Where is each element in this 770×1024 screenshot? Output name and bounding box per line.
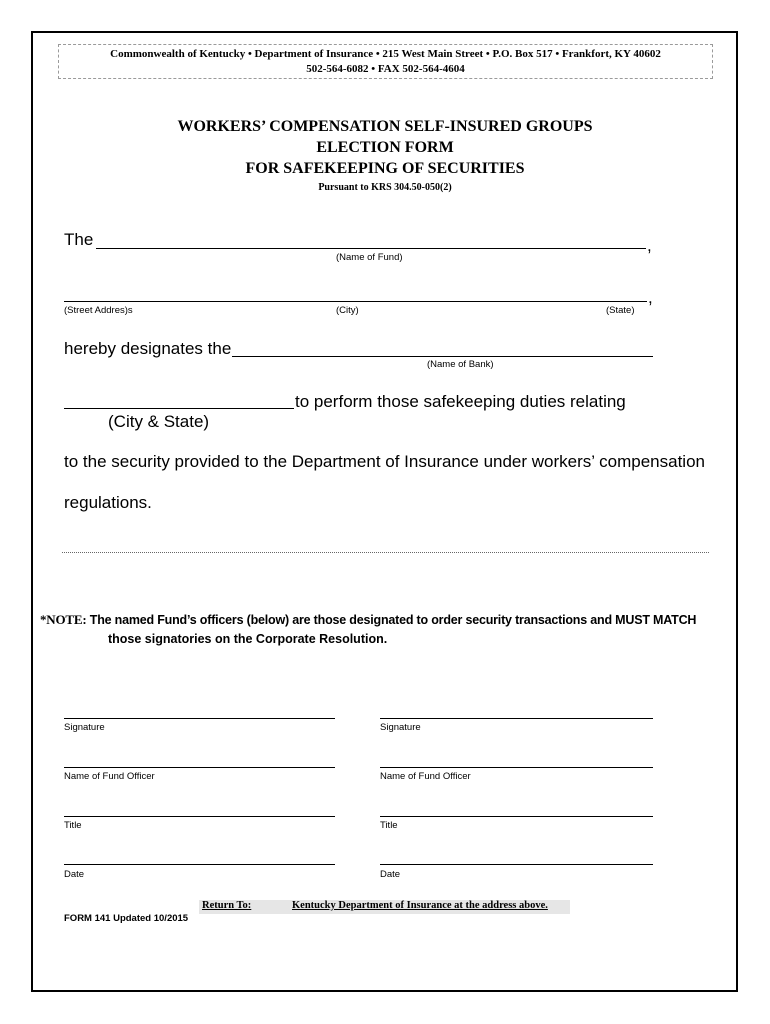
right-officer-field[interactable] (380, 767, 653, 768)
right-signature-label: Signature (380, 722, 421, 733)
left-signature-label: Signature (64, 722, 105, 733)
left-signature-field[interactable] (64, 718, 335, 719)
regulations-text: regulations. (64, 493, 152, 512)
left-officer-label: Name of Fund Officer (64, 771, 155, 782)
header-box (58, 44, 713, 79)
security-text: to the security provided to the Department of Insurance under workers’ compensation (64, 452, 705, 471)
return-to-bar (199, 900, 570, 914)
right-signature-field[interactable] (380, 718, 653, 719)
bank-name-field[interactable] (232, 356, 653, 357)
comma: , (648, 288, 653, 307)
street-address-label: (Street Addres)s (64, 305, 133, 316)
form-subtitle: Pursuant to KRS 304.50-050(2) (318, 182, 452, 193)
city-state-field[interactable] (64, 408, 294, 409)
note-line2: those signatories on the Corporate Resolution. (108, 632, 388, 646)
right-title-label: Title (380, 820, 398, 831)
right-title-field[interactable] (380, 816, 653, 817)
right-date-label: Date (380, 869, 401, 880)
city-state-label: (City & State) (108, 412, 210, 431)
fund-name-field[interactable] (96, 248, 646, 249)
form-number: FORM 141 Updated 10/2015 (64, 913, 189, 924)
state-label: (State) (606, 305, 635, 316)
divider (62, 552, 709, 553)
return-address: Kentucky Department of Insurance at the address above. (292, 900, 548, 911)
address-field[interactable] (64, 301, 647, 302)
comma: , (647, 236, 652, 255)
designates-text: hereby designates the (64, 339, 232, 358)
name-of-bank-label: (Name of Bank) (427, 359, 494, 370)
city-label: (City) (336, 305, 359, 316)
left-title-field[interactable] (64, 816, 335, 817)
header-address: Commonwealth of Kentucky • Department of Insurance • 215 West Main Street • P.O. Box 517 • Frankfort, KY 40602 (110, 48, 661, 60)
left-officer-field[interactable] (64, 767, 335, 768)
note-line1 (40, 612, 696, 628)
left-title-label: Title (64, 820, 82, 831)
perform-text: to perform those safekeeping duties relating (295, 392, 626, 411)
note-text: The named Fund’s officers (below) are those designated to order security transactions and MUST MATCH (89, 613, 697, 627)
right-officer-label: Name of Fund Officer (380, 771, 471, 782)
header-phone: 502-564-6082 • FAX 502-564-4604 (306, 63, 465, 75)
form-title-line2: ELECTION FORM (316, 139, 454, 156)
left-date-label: Date (64, 869, 85, 880)
return-to-label: Return To: (202, 900, 252, 911)
name-of-fund-label: (Name of Fund) (336, 252, 403, 263)
note-label: *NOTE: (40, 612, 87, 627)
the-label: The (64, 230, 94, 249)
form-title-line3: FOR SAFEKEEPING OF SECURITIES (245, 160, 525, 177)
left-date-field[interactable] (64, 864, 335, 865)
form-title-line1: WORKERS’ COMPENSATION SELF-INSURED GROUPS (177, 118, 593, 135)
right-date-field[interactable] (380, 864, 653, 865)
